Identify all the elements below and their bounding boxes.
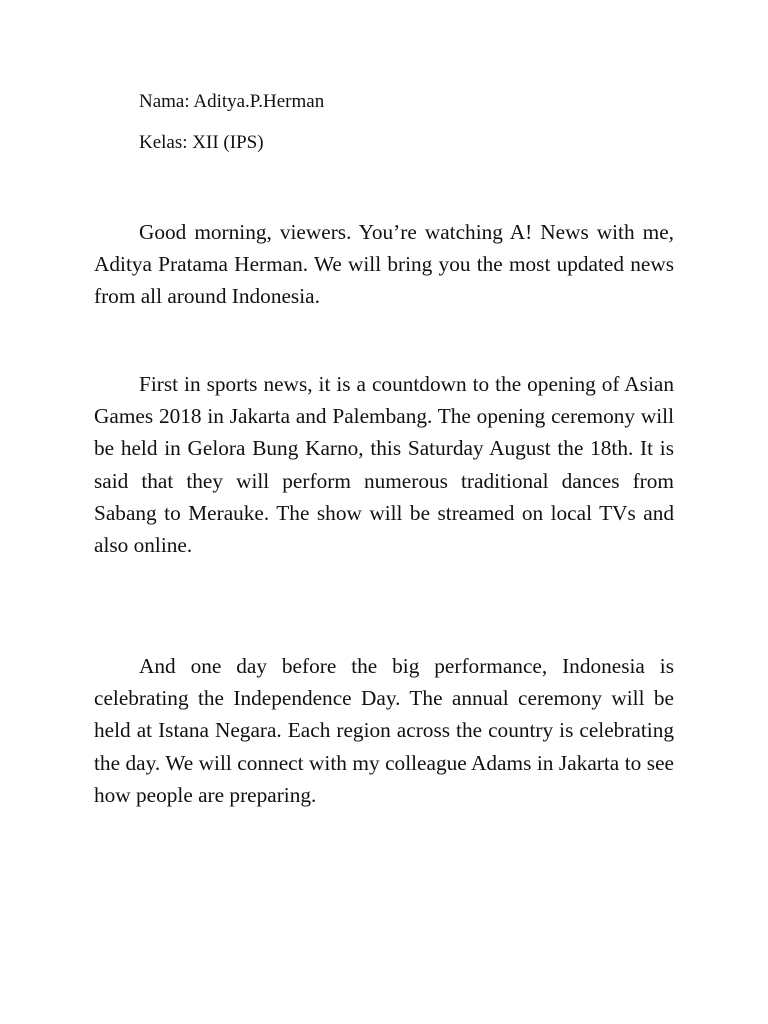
student-name-line: Nama: Aditya.P.Herman: [139, 91, 325, 112]
paragraph-independence-day: And one day before the big performance, Indonesia is celebrating the Independence Day. The annual ceremony will be held at Istana Negara. Each region across the country is celebrating the day. We will connect with my colleague Adams in Jakarta to see how people are preparing.: [94, 654, 674, 807]
paragraph-sports-news: First in sports news, it is a countdown to the opening of Asian Games 2018 in Jakarta and Palembang. The opening ceremony will be held in Gelora Bung Karno, this Saturday August the 18th. It is said that they will perform numerous traditional dances from Sabang to Merauke. The show will be streamed on local TVs and also online.: [94, 372, 674, 558]
student-class-line: Kelas: XII (IPS): [139, 132, 264, 153]
paragraph-intro: Good morning, viewers. You’re watching A! News with me, Aditya Pratama Herman. We will bring you the most updated news from all around Indonesia.: [94, 220, 674, 309]
